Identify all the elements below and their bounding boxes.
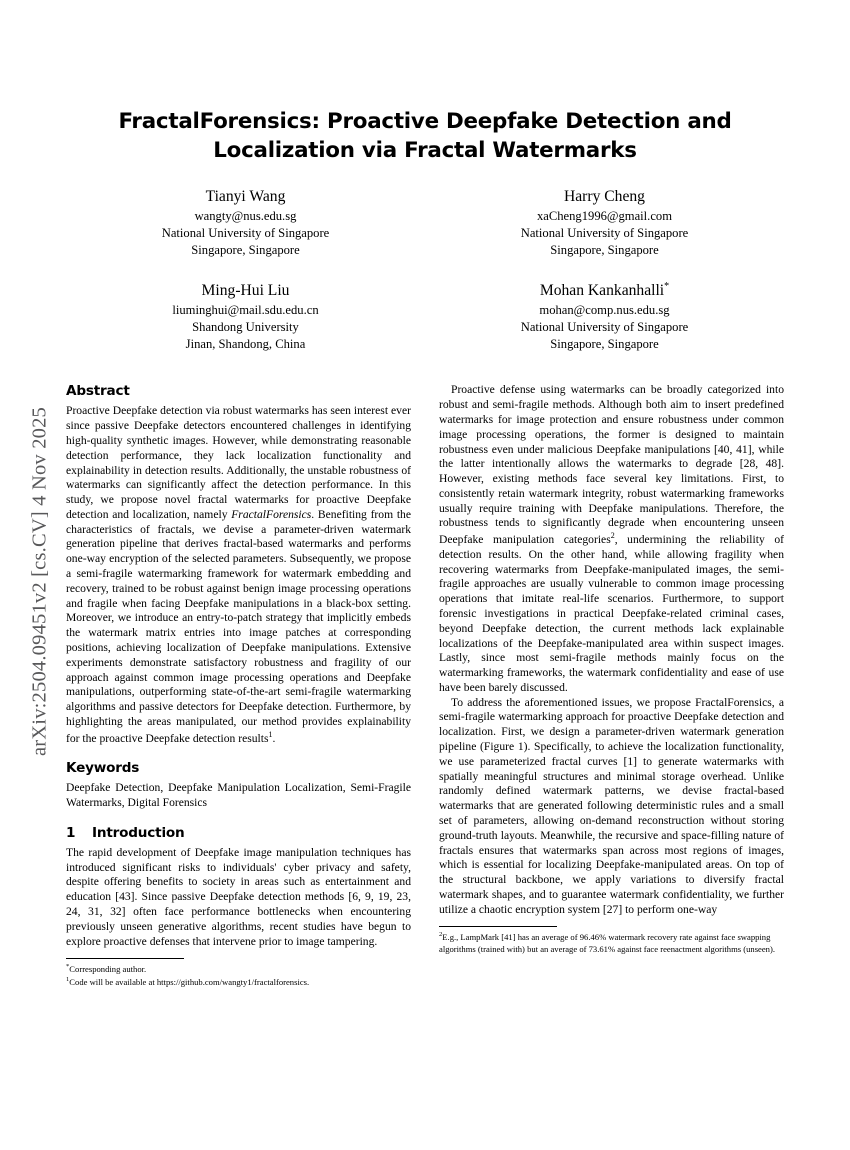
author-location: Jinan, Shandong, China — [185, 337, 306, 352]
keywords-text: Deepfake Detection, Deepfake Manipulation Localization, Semi-Fragile Watermarks, Digital Forensics — [66, 781, 411, 810]
author-block-3 — [425, 280, 784, 354]
right-paragraph-footnote-marker: 2 — [610, 531, 615, 541]
author-name-text: Tianyi Wang — [205, 187, 286, 205]
right-paragraph-1 — [439, 383, 784, 695]
abstract-footnote-marker: 1 — [268, 729, 273, 739]
footnote-item — [66, 976, 411, 988]
right-column-footnotes — [439, 926, 784, 955]
author-affiliation: National University of Singapore — [520, 320, 689, 335]
abstract-text-part1: Proactive Deepfake detection via robust watermarks has seen interest ever since passive Deepfake detectors encountered challenges in identifying high-quality synthetic images. However, while demonstrating reasonable detection performance, they lack localization functionality and explainability in detection results. Additionally, the unstable robustness of watermarks can significantly affect the detection performance. In this study, we propose novel fractal watermarks for proactive Deepfake detection and localization, namely — [66, 404, 411, 521]
author-name-text: Mohan Kankanhalli — [539, 281, 665, 299]
author-email[interactable]: liuminghui@mail.sdu.edu.cn — [172, 303, 319, 318]
author-name-text: Ming-Hui Liu — [201, 281, 290, 299]
footnote-marker: 1 — [66, 975, 70, 983]
author-corresponding-marker: * — [664, 280, 670, 292]
introduction-paragraph: The rapid development of Deepfake image manipulation techniques has introduced significant risks to individuals' cyber privacy and safety, despite offering benefits to society in areas such as entertainment and education [43]. Since passive Deepfake detection methods [6, 9, 19, 23, 24, 31, 32] often face performance bottlenecks when encountering previously unseen generative algorithms, recent studies have begun to explore proactive defenses that intervene prior to image tampering. — [66, 845, 411, 948]
author-email[interactable]: mohan@comp.nus.edu.sg — [539, 303, 670, 318]
right-paragraph-1-part2: , undermining the reliability of detection results. On the other hand, while allowing fragility when recovering watermarks from Deepfake-manipulated images, the semi-fragile approaches are usually vulnerable to common image processing operations that imitate real-life scenarios. Furthermore, to support forensic investigations in practical Deepfake-related criminal cases, beyond Deepfake detection, the current methods lack explainable localizations of the Deepfake-manipulated area within suspect images. Lastly, since most semi-fragile methods mainly focus on the watermarking frameworks, the watermark confidentiality and ease of use have been barely discussed. — [439, 533, 784, 694]
footnote-rule — [66, 958, 184, 959]
page-title: FractalForensics: Proactive Deepfake Detection and Localization via Fractal Watermarks — [118, 109, 732, 163]
section-number: 1 — [66, 824, 76, 841]
author-list — [66, 186, 784, 374]
author-affiliation: Shandong University — [192, 320, 299, 335]
author-email[interactable]: xaCheng1996@gmail.com — [536, 209, 673, 224]
footnote-marker: 2 — [439, 931, 443, 939]
author-name — [425, 186, 784, 207]
keywords-heading: Keywords — [66, 760, 140, 777]
right-paragraph-1-part1: Proactive defense using watermarks can be broadly categorized into robust and semi-fragile methods. Although both aim to insert predefined watermarks for image protection and ensure robustness under common image processing operations, the former is designed to maintain robustness even under malicious Deepfake manipulations [40, 41], while the latter intentionally allows the watermarks to degrade [28, 48]. However, existing methods face several key limitations. First, to consistently retain watermark integrity, robust watermarking frameworks usually require training with Deepfake manipulations. Therefore, the robustness tends to significantly degrade when encountering unseen Deepfake manipulation categories — [439, 383, 784, 547]
arxiv-stamp — [0, 0, 62, 1150]
footnote-rule — [439, 926, 557, 927]
left-column-footnotes — [66, 958, 411, 987]
right-column — [439, 383, 784, 987]
abstract-paragraph — [66, 404, 411, 746]
author-name — [66, 280, 425, 301]
paper-page — [66, 0, 784, 1150]
author-affiliation: National University of Singapore — [161, 226, 330, 241]
author-block-2 — [66, 280, 425, 354]
abstract-heading: Abstract — [66, 383, 130, 400]
author-name-text: Harry Cheng — [564, 187, 645, 205]
abstract-italic-name: FractalForensics — [231, 507, 312, 521]
arxiv-stamp-text: arXiv:2504.09451v2 [cs.CV] 4 Nov 2025 — [28, 406, 51, 757]
left-column — [66, 383, 411, 987]
title-block — [66, 0, 784, 166]
author-location: Singapore, Singapore — [550, 243, 659, 258]
footnote-item — [66, 963, 411, 975]
author-name — [66, 186, 425, 207]
right-paragraph-2: To address the aforementioned issues, we propose FractalForensics, a semi-fragile watermarking approach for proactive Deepfake detection and localization. First, we design a parameter-driven watermark generation pipeline (Figure 1). Specifically, to achieve the localization functionality, we use parameterized fractal curves [1] to generate watermarks with spatially meaningful structures and minimal storage overhead. Unlike randomly defined watermark patterns, we devise fractal-based watermarks that are generated following deterministic rules and a small set of parameters, allowing on-demand reconstruction without storing ground-truth layouts. Meanwhile, the recursive and space-filling nature of fractals ensures that watermarks span across most regions of images, which is essential for localizing Deepfake-manipulated areas. On top of the structural backbone, we apply variations to diversify fractal watermark shapes, and to guarantee watermark confidentiality, we further utilize a chaotic encryption system [27] to perform one-way — [439, 695, 784, 916]
author-affiliation: National University of Singapore — [520, 226, 689, 241]
author-block-0 — [66, 186, 425, 260]
two-column-body — [66, 383, 784, 987]
author-name — [425, 280, 784, 301]
footnote-text: E.g., LampMark [41] has an average of 96.46% watermark recovery rate against face swapping algorithms (trained with) but an average of 73.61% against face reenactment algorithms (unseen). — [439, 932, 775, 954]
footnote-text: Corresponding author. — [69, 964, 147, 975]
author-email[interactable]: wangty@nus.edu.sg — [194, 209, 297, 224]
abstract-text-part3: . — [272, 731, 276, 745]
footnote-item — [439, 931, 784, 955]
section-title: Introduction — [92, 824, 185, 841]
author-location: Singapore, Singapore — [550, 337, 659, 352]
footnote-marker: * — [66, 963, 70, 971]
author-block-1 — [425, 186, 784, 260]
section-heading-introduction — [66, 825, 411, 841]
author-location: Singapore, Singapore — [191, 243, 300, 258]
abstract-text-part2: . Benefiting from the characteristics of fractals, we devise a parameter-driven watermark generation pipeline that derives fractal-based watermarks and performs one-way encryption of the selected parameters. Subsequently, we propose a semi-fragile watermarking framework for watermark embedding and recovery, trained to be robust against benign image processing operations and fragile when facing Deepfake manipulations in a black-box setting. Moreover, we introduce an entry-to-patch strategy that implicitly embeds the watermark matrix entries into image patches at corresponding positions, achieving localization of Deepfake manipulations. Extensive experiments demonstrate satisfactory robustness and fragility of our approach against common image processing operations and Deepfake manipulations, outperforming state-of-the-art semi-fragile watermarking algorithms and passive detectors for Deepfake detection. Furthermore, by highlighting the areas manipulated, our method provides explainability for the proactive Deepfake detection results — [66, 507, 411, 745]
footnote-text[interactable]: Code will be available at https://github.com/wangty1/fractalforensics. — [69, 976, 310, 987]
